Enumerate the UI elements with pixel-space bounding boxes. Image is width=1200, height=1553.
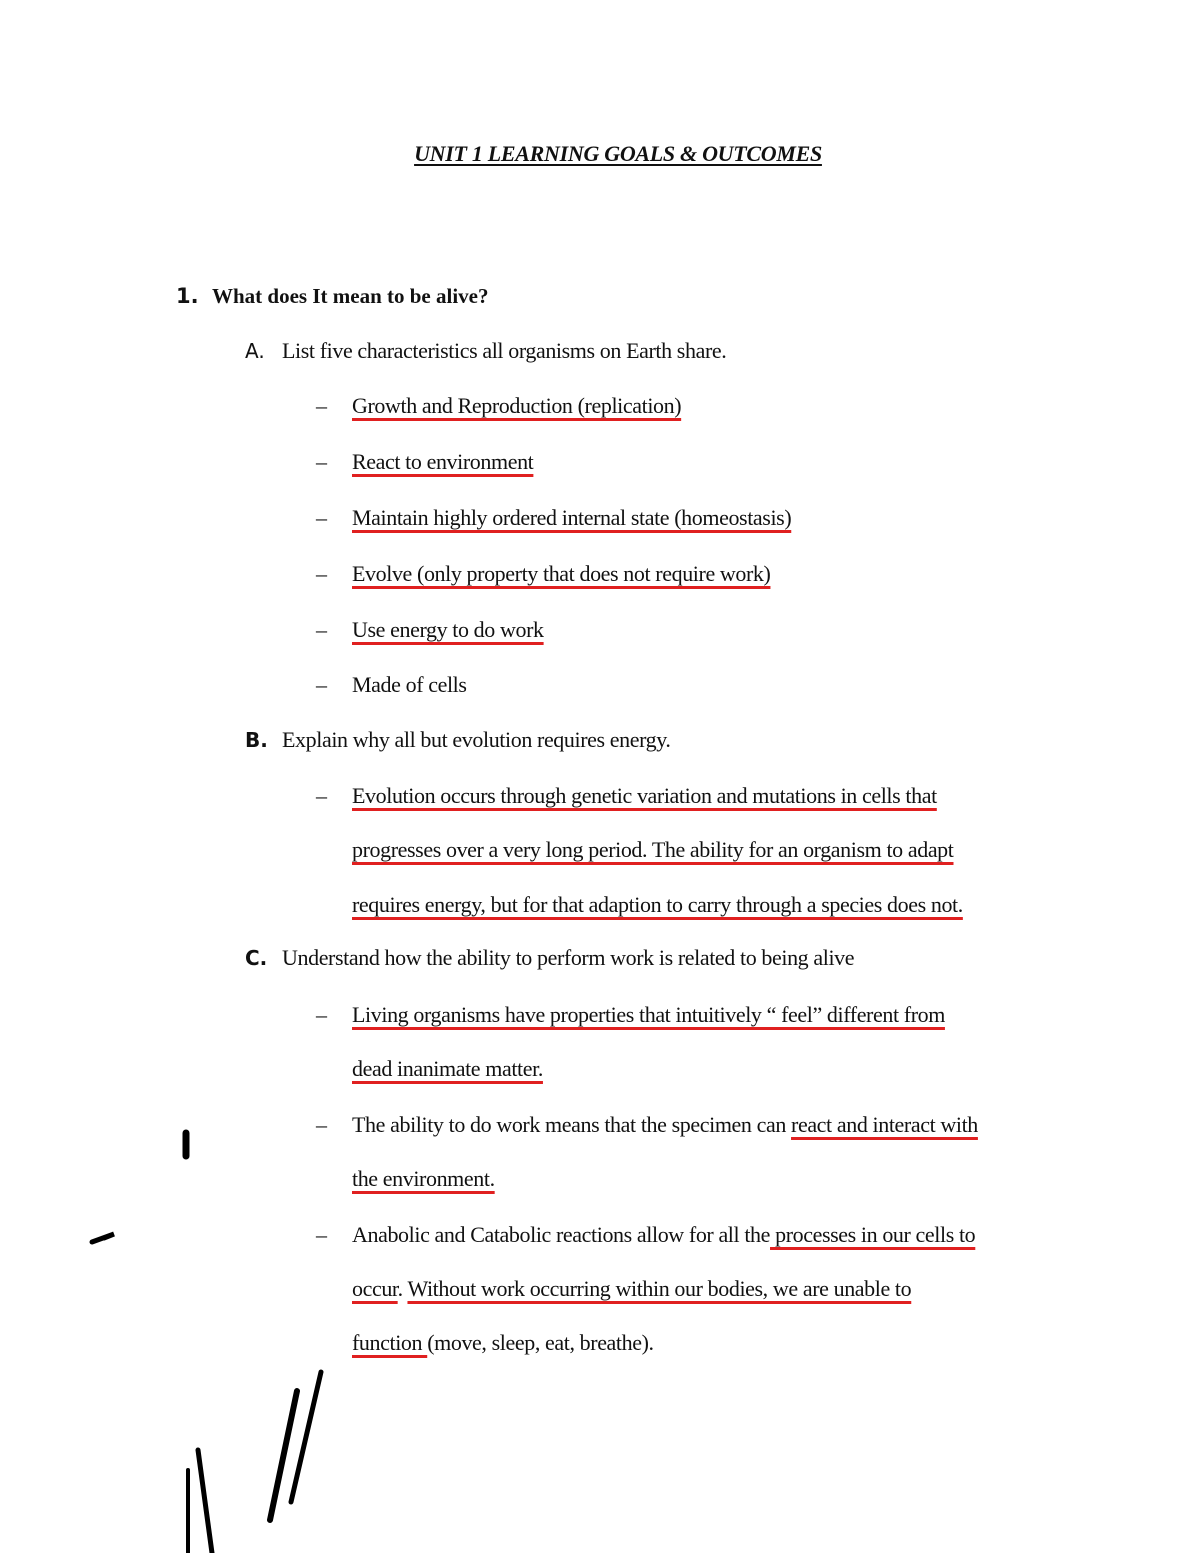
underlined-text: Without work occurring within our bodies, we are unable to xyxy=(407,1276,912,1301)
underlined-text: the environment. xyxy=(352,1166,495,1191)
section-b-prompt: Explain why all but evolution requires energy. xyxy=(282,727,671,752)
bullet-dash: – xyxy=(316,1112,327,1137)
list-item: Made of cells xyxy=(352,672,467,697)
underlined-text: Growth and Reproduction (replication) xyxy=(352,393,682,418)
plain-text: (move, sleep, eat, breathe). xyxy=(427,1330,654,1355)
bullet-dash: – xyxy=(316,1222,327,1247)
plain-text: Anabolic and Catabolic reactions allow for all the xyxy=(352,1222,771,1247)
bullet-dash: – xyxy=(316,783,327,808)
underlined-text: react and interact with xyxy=(791,1112,978,1137)
underlined-text: Maintain highly ordered internal state (homeostasis) xyxy=(352,505,792,530)
section-c-letter: C. xyxy=(245,946,268,970)
section-a-letter: A. xyxy=(245,339,265,363)
underlined-text: occur xyxy=(352,1276,398,1301)
underlined-text: function xyxy=(352,1330,428,1355)
underlined-text: Living organisms have properties that intuitively “ feel” different from xyxy=(352,1002,945,1027)
section-c-prompt: Understand how the ability to perform work is related to being alive xyxy=(282,945,855,970)
plain-text: . xyxy=(397,1276,408,1301)
underlined-text: React to environment xyxy=(352,449,534,474)
underlined-text: processes in our cells to xyxy=(770,1222,976,1247)
underlined-text: Evolution occurs through genetic variation and mutations in cells that xyxy=(352,783,937,808)
section-b-letter: B. xyxy=(245,728,268,752)
pen-mark-hook xyxy=(92,1234,114,1242)
bullet-dash: – xyxy=(316,393,327,418)
underlined-text: dead inanimate matter. xyxy=(352,1056,543,1081)
bullet-dash: – xyxy=(316,617,327,642)
bullet-dash: – xyxy=(316,672,327,697)
underlined-text: requires energy, but for that adaption to carry through a species does not. xyxy=(352,892,963,917)
pen-mark-curve xyxy=(198,1450,212,1553)
bullet-dash: – xyxy=(316,561,327,586)
bullet-dash: – xyxy=(316,505,327,530)
plain-text: The ability to do work means that the specimen can xyxy=(352,1112,792,1137)
question-text: What does It mean to be alive? xyxy=(212,284,489,308)
underlined-text: progresses over a very long period. The ability for an organism to adapt xyxy=(352,837,954,862)
underlined-text: Evolve (only property that does not require work) xyxy=(352,561,771,586)
bullet-dash: – xyxy=(316,1002,327,1027)
underlined-text: Use energy to do work xyxy=(352,617,544,642)
section-a-prompt: List five characteristics all organisms on Earth share. xyxy=(282,338,727,363)
document-title: UNIT 1 LEARNING GOALS & OUTCOMES xyxy=(414,141,822,166)
bullet-dash: – xyxy=(316,449,327,474)
question-number: 1. xyxy=(176,284,199,308)
